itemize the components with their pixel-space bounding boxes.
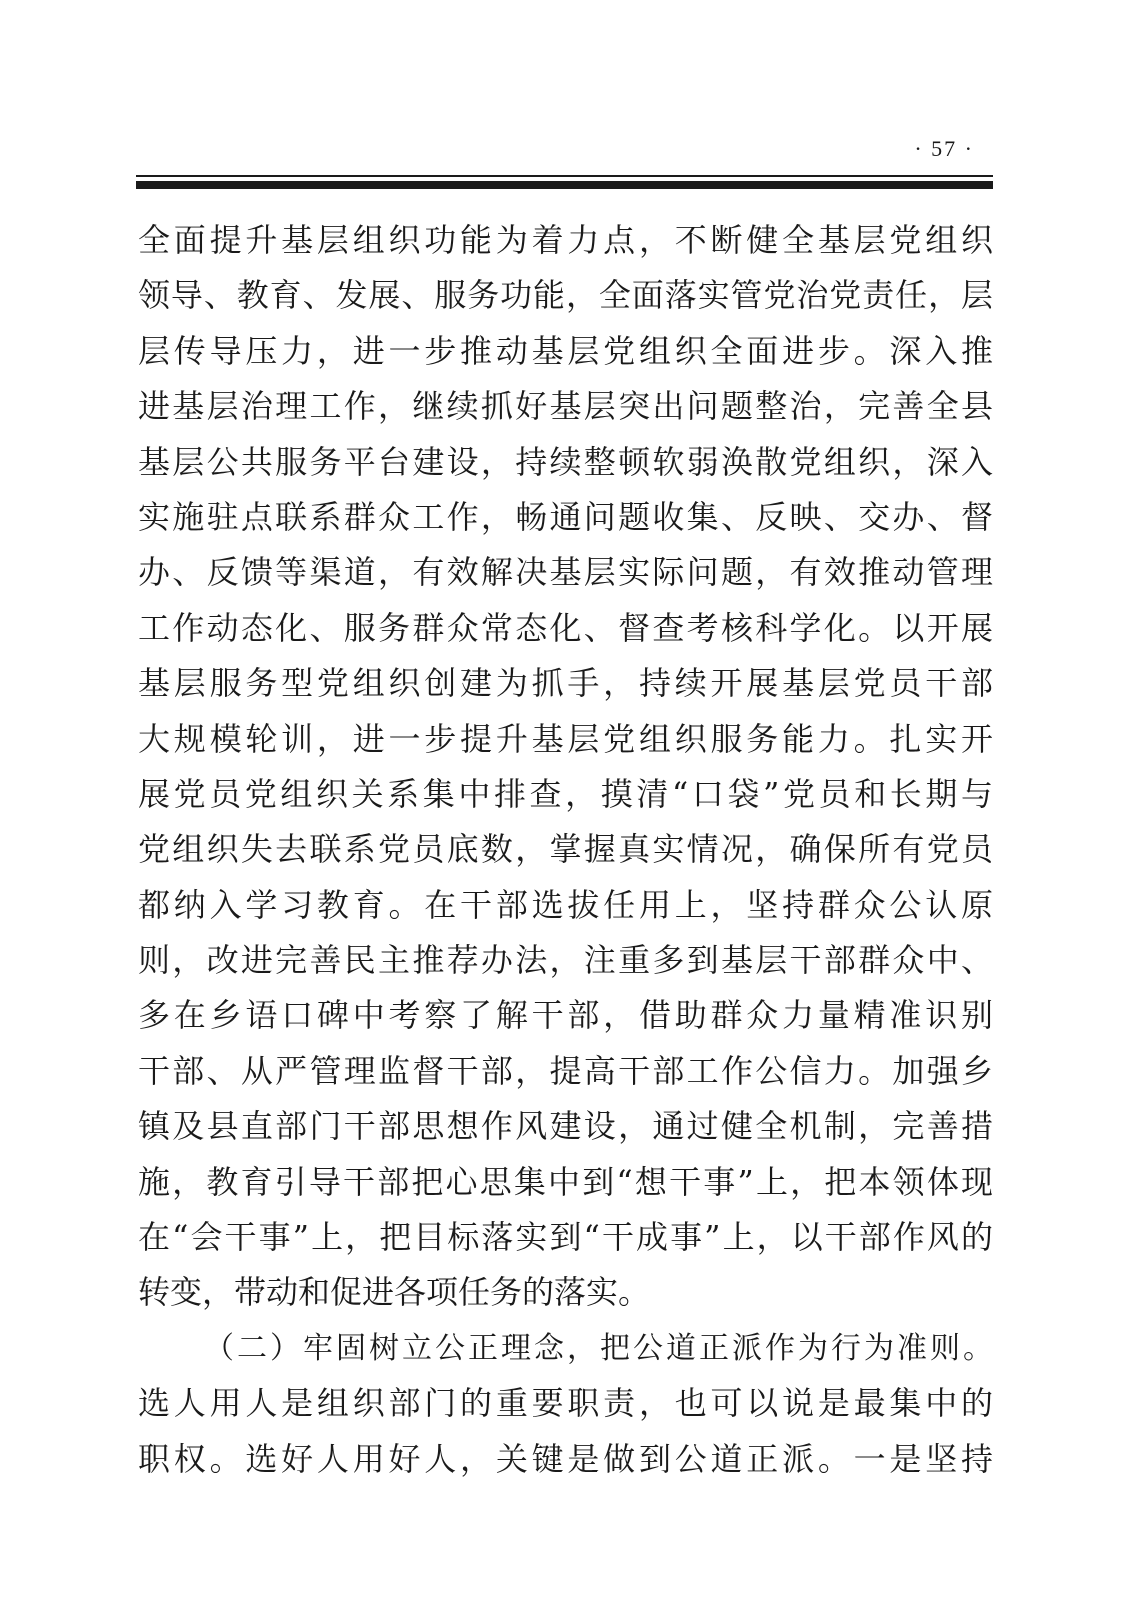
header-rule-thick: [136, 181, 993, 189]
text-line: 全面提升基层组织功能为着力点，不断健全基层党组织: [138, 221, 993, 259]
text-line: 多在乡语口碑中考察了解干部，借助群众力量精准识别: [138, 996, 993, 1035]
text-line: 基层服务型党组织创建为抓手，持续开展基层党员干部: [138, 664, 993, 703]
text-line: 领导、教育、发展、服务功能，全面落实管党治党责任，层: [138, 276, 993, 315]
body-text: [138, 213, 993, 1487]
text-line: 施，教育引导干部把心思集中到“想干事”上，把本领体现: [138, 1162, 993, 1201]
header-rule-thin: [136, 175, 993, 177]
text-line: 进基层治理工作，继续抓好基层突出问题整治，完善全县: [138, 387, 993, 426]
text-line: 干部、从严管理监督干部，提高干部工作公信力。加强乡: [138, 1051, 993, 1090]
text-line: 则，改进完善民主推荐办法，注重多到基层干部群众中、: [138, 941, 993, 980]
text-line: 层传导压力，进一步推动基层党组织全面进步。深入推: [138, 331, 993, 370]
section-heading: （二）牢固树立公正理念，把公道正派作为行为准则。: [204, 1330, 993, 1366]
text-line: 镇及县直部门干部思想作风建设，通过健全机制，完善措: [138, 1107, 993, 1146]
text-line: 党组织失去联系党员底数，掌握真实情况，确保所有党员: [138, 830, 993, 869]
text-line: 实施驻点联系群众工作，畅通问题收集、反映、交办、督: [138, 497, 993, 536]
page-number: · 57 ·: [914, 136, 974, 161]
text-line: 办、反馈等渠道，有效解决基层实际问题，有效推动管理: [138, 553, 993, 592]
text-line: 转变，带动和促进各项任务的落实。: [138, 1273, 651, 1312]
text-line: 在“会干事”上，把目标落实到“干成事”上，以干部作风的: [138, 1218, 993, 1257]
text-line: 展党员党组织关系集中排查，摸清“口袋”党员和长期与: [138, 774, 993, 813]
text-line: 选人用人是组织部门的重要职责，也可以说是最集中的: [138, 1384, 993, 1423]
text-line: 都纳入学习教育。在干部选拔任用上，坚持群众公认原: [138, 885, 993, 924]
text-line: 大规模轮训，进一步提升基层党组织服务能力。扎实开: [138, 719, 993, 758]
text-line: 基层公共服务平台建设，持续整顿软弱涣散党组织，深入: [138, 442, 993, 481]
text-line: 职权。选好人用好人，关键是做到公道正派。一是坚持: [138, 1439, 993, 1478]
text-line: 工作动态化、服务群众常态化、督查考核科学化。以开展: [138, 608, 993, 647]
